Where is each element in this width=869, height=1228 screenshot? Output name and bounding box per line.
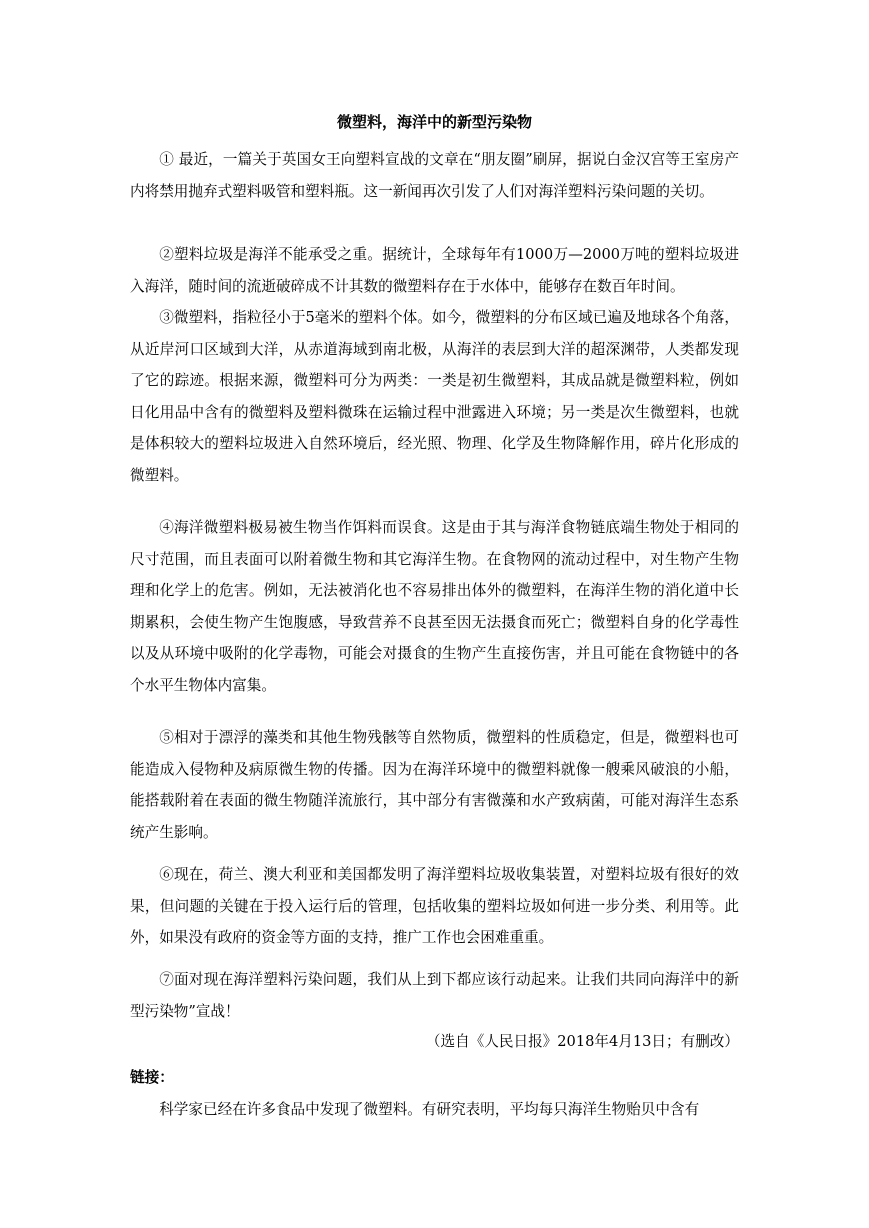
- paragraph-6: ⑥现在，荷兰、澳大利亚和美国都发明了海洋塑料垃圾收集装置，对塑料垃圾有很好的效果，但问题的关键在于投入运行后的管理，包括收集的塑料垃圾如何进一步分类、利用等。此外，如果没有政府的资金等方面的支持，推广工作也会困难重重。: [130, 866, 739, 946]
- article-title: 微塑料，海洋中的新型污染物: [336, 113, 532, 131]
- paragraph-1: ① 最近，一篇关于英国女王向塑料宣战的文章在“朋友圈”刷屏，据说白金汉宫等王室房产内将禁用抛弃式塑料吸管和塑料瓶。这一新闻再次引发了人们对海洋塑料污染问题的关切。: [130, 151, 739, 200]
- link-heading: 链接：: [130, 1069, 174, 1086]
- paragraph-7: ⑦面对现在海洋塑料污染问题，我们从上到下都应该行动起来。让我们共同向海洋中的新型污染物”宣战！: [130, 971, 739, 1020]
- paragraph-4: ④海洋微塑料极易被生物当作饵料而误食。这是由于其与海洋食物链底端生物处于相同的尺寸范围，而且表面可以附着微生物和其它海洋生物。在食物网的流动过程中，对生物产生物理和化学上的危害。例如，无法被消化也不容易排出体外的微塑料，在海洋生物的消化道中长期累积，会使生物产生饱腹感，导致营养不良甚至因无法摄食而死亡；微塑料自身的化学毒性以及从环境中吸附的化学毒物，可能会对摄食的生物产生直接伤害，并且可能在食物链中的各个水平生物体内富集。: [130, 519, 739, 694]
- paragraph-5: ⑤相对于漂浮的藻类和其他生物残骸等自然物质，微塑料的性质稳定，但是，微塑料也可能造成入侵物种及病原微生物的传播。因为在海洋环境中的微塑料就像一艘乘风破浪的小船，能搭载附着在表面的微生物随洋流旅行，其中部分有害微藻和水产致病菌，可能对海洋生态系统产生影响。: [130, 729, 739, 841]
- paragraph-3: ③微塑料，指粒径小于5毫米的塑料个体。如今，微塑料的分布区域已遍及地球各个角落，从近岸河口区域到大洋，从赤道海域到南北极，从海洋的表层到大洋的超深渊带，人类都发现了它的踪迹。根据来源，微塑料可分为两类：一类是初生微塑料，其成品就是微塑料粒，例如日化用品中含有的微塑料及塑料微珠在运输过程中泄露进入环境；另一类是次生微塑料，也就是体积较大的塑料垃圾进入自然环境后，经光照、物理、化学及生物降解作用，碎片化形成的微塑料。: [130, 309, 739, 484]
- article-source: （选自《人民日报》2018年4月13日；有删改）: [425, 1033, 739, 1050]
- link-paragraph: 科学家已经在许多食品中发现了微塑料。有研究表明，平均每只海洋生物贻贝中含有: [159, 1101, 700, 1118]
- paragraph-2: ②塑料垃圾是海洋不能承受之重。据统计，全球每年有1000万—2000万吨的塑料垃圾进入海洋，随时间的流逝破碎成不计其数的微塑料存在于水体中，能够存在数百年时间。: [130, 246, 739, 295]
